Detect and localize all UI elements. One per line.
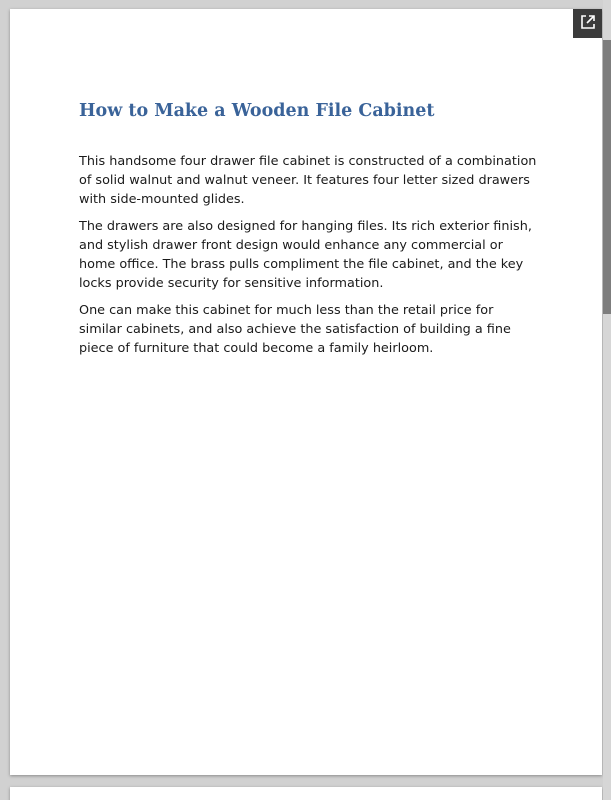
paragraph-1: This handsome four drawer file cabinet is constructed of a combination of solid walnut and walnut veneer. It features four letter sized drawers with side-mounted glides. (79, 154, 537, 207)
document-title: How to Make a Wooden File Cabinet (79, 101, 435, 121)
paragraph-2: The drawers are also designed for hanging files. Its rich exterior finish, and stylish drawer front design would enhance any commercial or home office. The brass pulls compliment the file cabinet, and the key locks provide security for sensitive information. (79, 219, 532, 291)
popout-button[interactable] (573, 9, 602, 38)
paragraph-3: One can make this cabinet for much less than the retail price for similar cabinets, and also achieve the satisfaction of building a fine piece of furniture that could become a family heirloom. (79, 303, 511, 356)
next-page (10, 787, 602, 800)
document-body (79, 152, 539, 366)
open-in-new-window-icon (580, 14, 596, 34)
document-page (10, 9, 602, 775)
scrollbar-thumb[interactable] (603, 40, 611, 314)
